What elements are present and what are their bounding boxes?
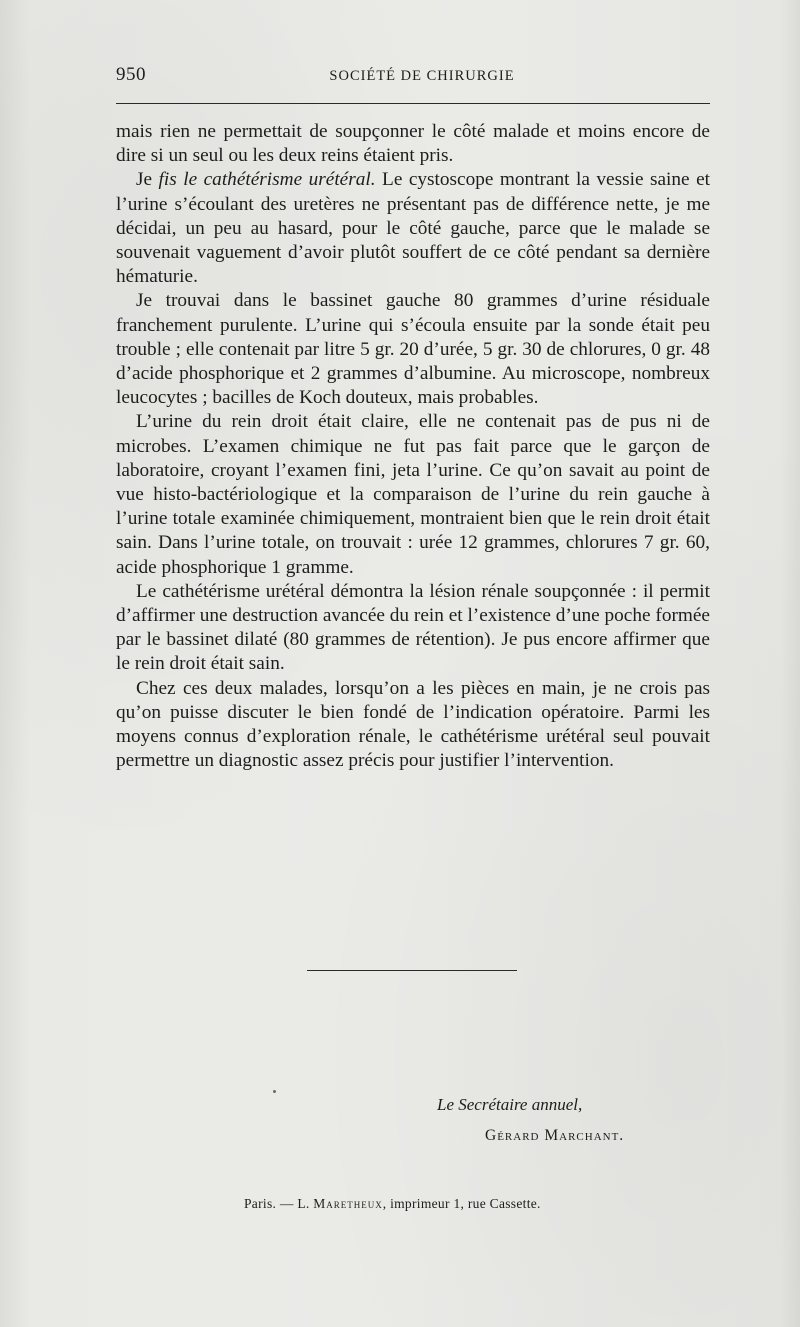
running-head <box>116 64 710 94</box>
page-number: 950 <box>116 64 146 85</box>
imprint-line <box>244 1196 541 1212</box>
imprint-prefix: Paris. — L. <box>244 1196 314 1211</box>
paragraph <box>116 677 710 774</box>
italic-emphasis: fis le cathétérisme urétéral. <box>158 169 376 191</box>
paragraph <box>116 120 710 168</box>
running-title: SOCIÉTÉ DE CHIRURGIE <box>329 68 515 84</box>
paragraph-text: Le cathétérisme urétéral démontra la lésion rénale soupçonnée : il permit d’affirmer une destruction avancée du rein et l’existence d’une poche formée par le bassinet dilaté (80 grammes de rétention). Je pus encore affirmer que le rein droit était sain. <box>116 580 710 675</box>
paragraph <box>116 410 710 579</box>
body-text <box>116 120 710 773</box>
imprint-suffix: , imprimeur 1, rue Cassette. <box>382 1196 541 1211</box>
paragraph-lead: Je <box>136 169 159 191</box>
paragraph <box>116 289 710 410</box>
paragraph-text: L’urine du rein droit était claire, elle ne contenait pas de pus ni de microbes. L’examen chimique ne fut pas fait parce que le garçon de laboratoire, croyant l’examen fini, jeta l’urine. Ce qu’on savait au point de vue histo-bactériologique et la comparaison de l’urine du rein gauche à l’urine totale examinée chimiquement, montraient bien que le rein droit était sain. Dans l’urine totale, on trouvait : urée 12 grammes, chlorures 7 gr. 60, acide phosphorique 1 gramme. <box>116 411 710 578</box>
signature-name: Gérard Marchant. <box>485 1127 625 1144</box>
header-rule <box>116 103 710 104</box>
paragraph <box>116 168 710 289</box>
paragraph-text: Le cystoscope montrant la vessie saine et l’urine s’écoulant des uretères ne présentant pas de différence nette, je me décidai, un peu au hasard, pour le côté gauche, parce que le malade se souvenait vaguement d’avoir plutôt souffert de ce côté pendant sa dernière hématurie. <box>116 169 711 288</box>
ink-speck <box>273 1090 276 1093</box>
imprint-printer: Maretheux <box>313 1196 383 1211</box>
paragraph <box>116 580 710 677</box>
end-rule <box>307 970 517 971</box>
paragraph-text: mais rien ne permettait de soupçonner le côté malade et moins encore de dire si un seul ou les deux reins étaient pris. <box>116 121 710 167</box>
paragraph-text: Je trouvai dans le bassinet gauche 80 grammes d’urine résiduale franchement purulente. L’urine qui s’écoula ensuite par la sonde était peu trouble ; elle contenait par litre 5 gr. 20 d’urée, 5 gr. 30 de chlorures, 0 gr. 48 d’acide phosphorique et 2 grammes d’albumine. Au microscope, nombreux leucocytes ; bacilles de Koch douteux, mais probables. <box>116 290 710 409</box>
paragraph-text: Chez ces deux malades, lorsqu’on a les pièces en main, je ne crois pas qu’on puisse discuter le bien fondé de l’indication opératoire. Parmi les moyens connus d’exploration rénale, le cathétérisme urétéral seul pouvait permettre un diagnostic assez précis pour justifier l’intervention. <box>116 677 710 772</box>
signature-role: Le Secrétaire annuel, <box>437 1095 583 1114</box>
